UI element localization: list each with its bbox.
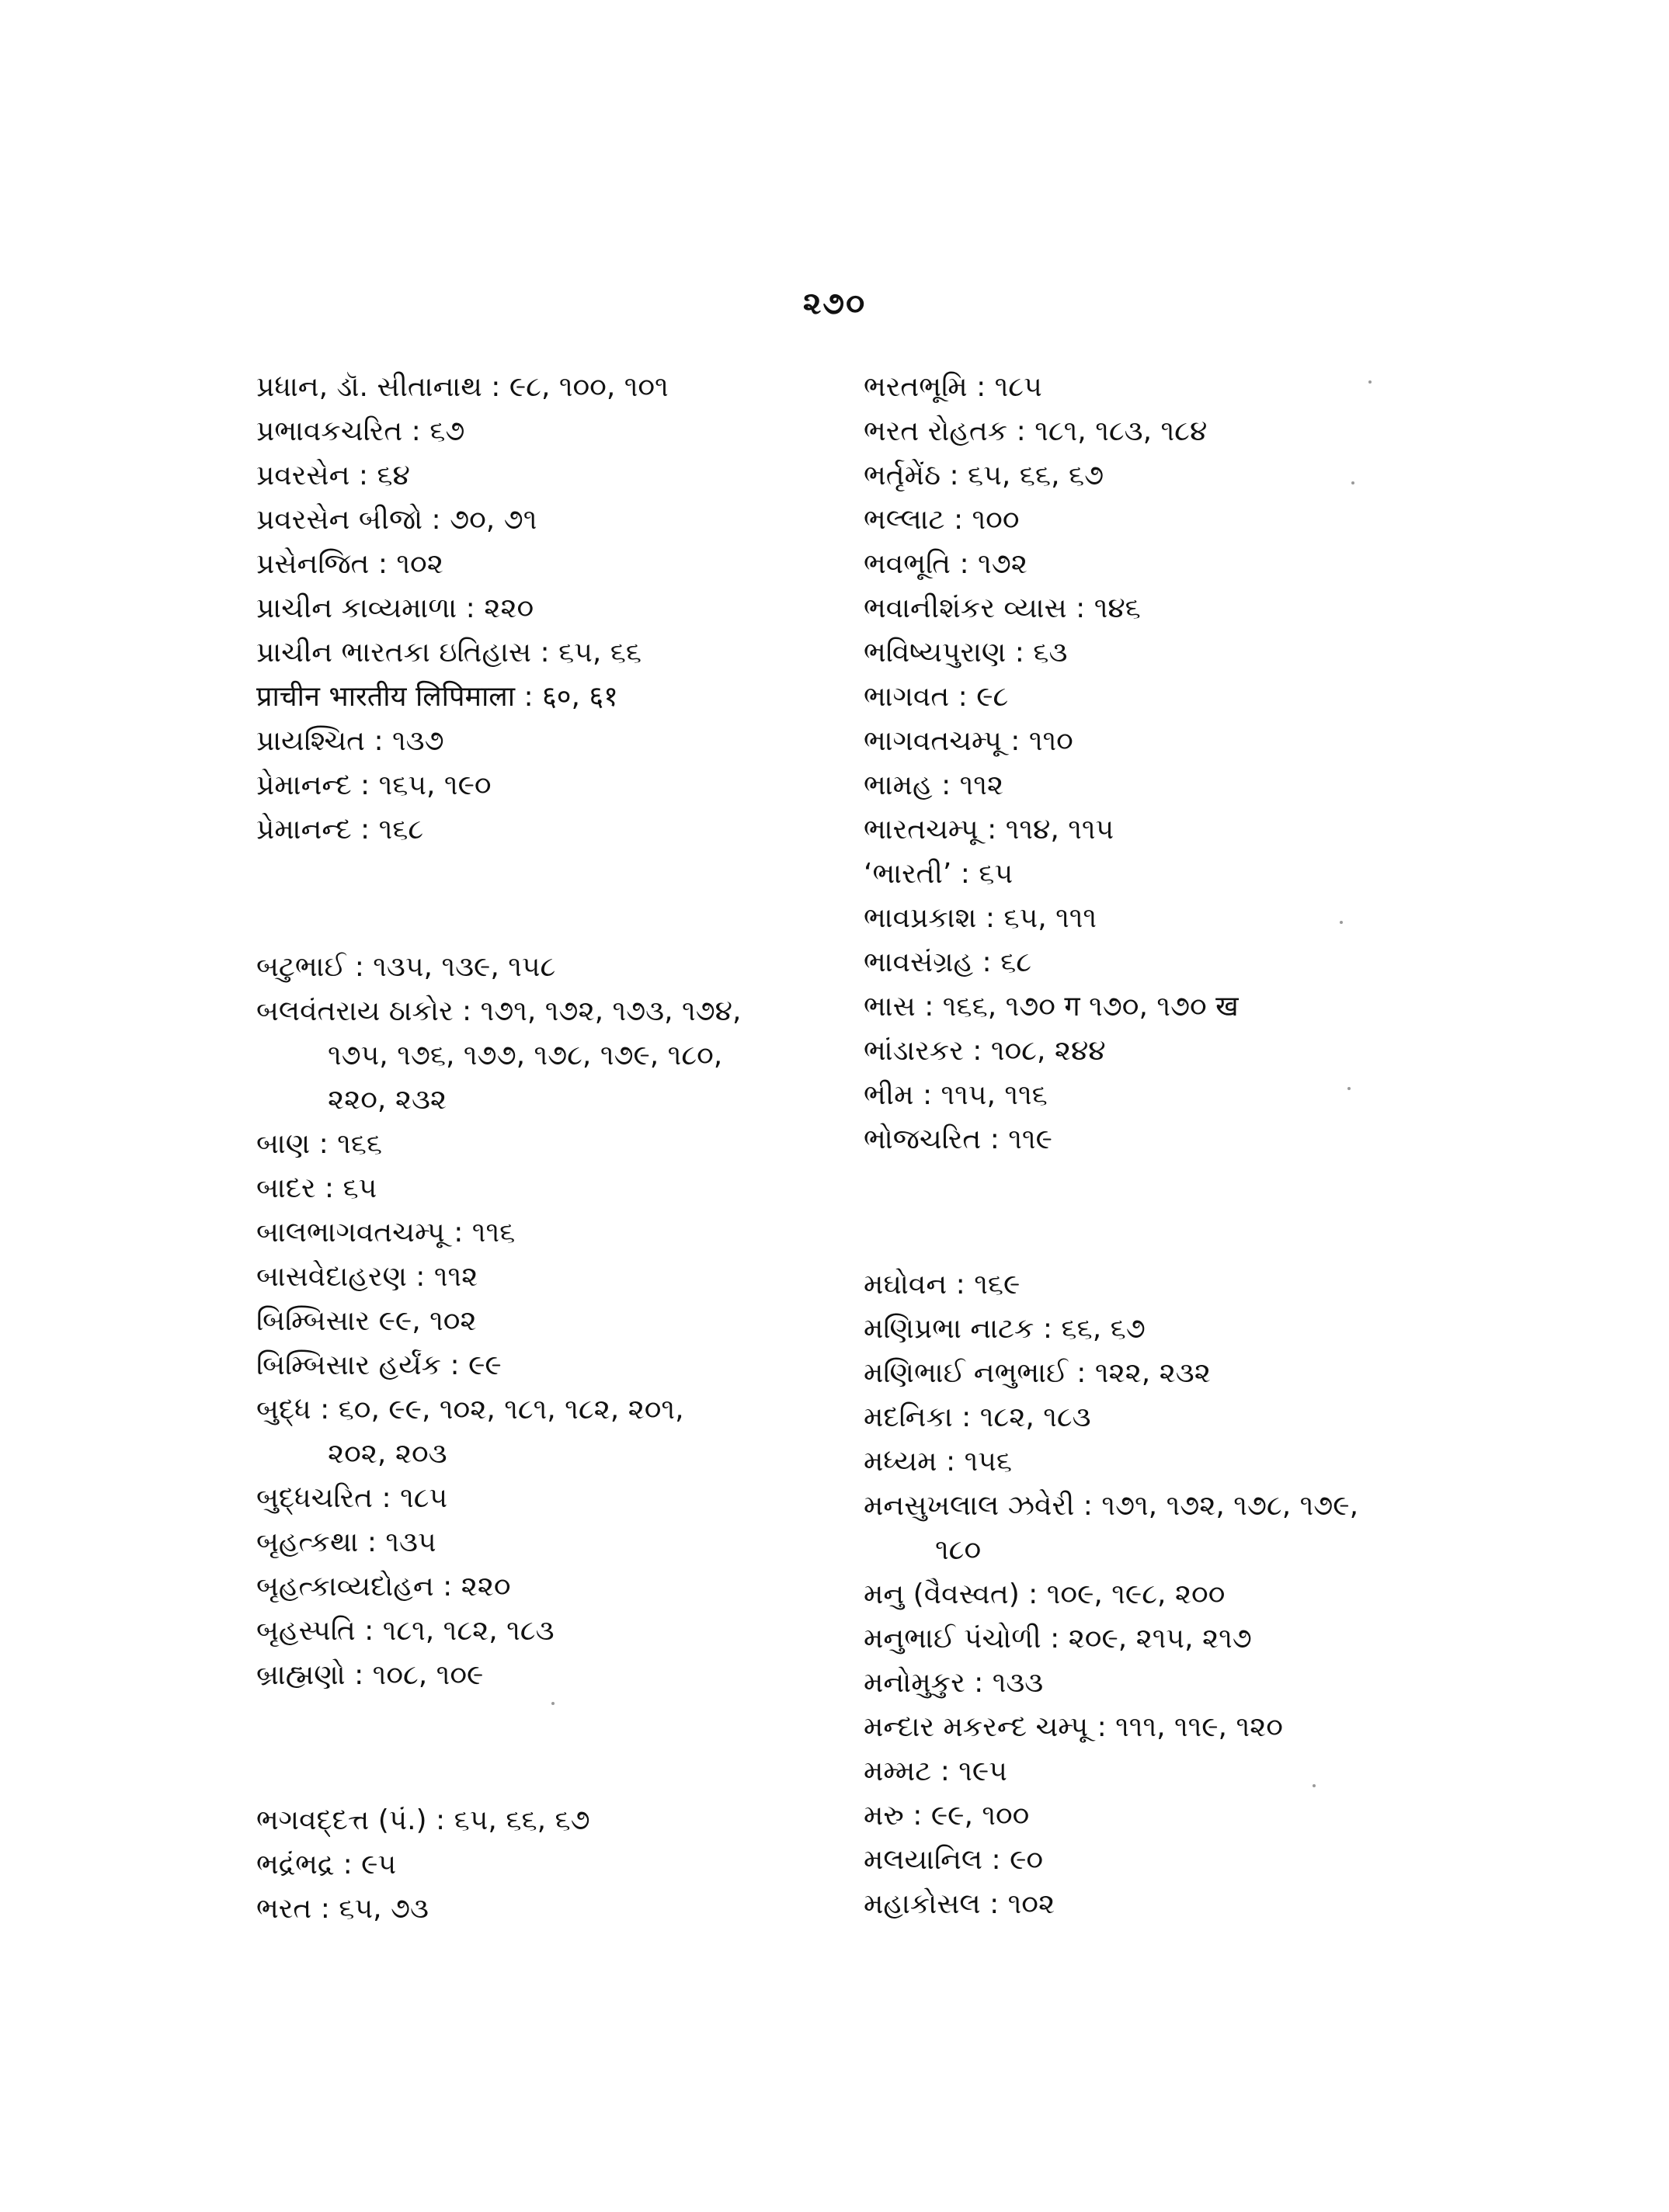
index-group-pra: [256, 365, 924, 852]
index-group-bha-cont: [864, 365, 1446, 1162]
section-gap: [864, 1162, 1446, 1262]
index-entry: બલવંતરાય ઠાકોર : ૧૭૧, ૧૭૨, ૧૭૩, ૧૭૪,: [256, 995, 742, 1027]
index-entry: ‘ભારતી’ : ૬૫: [864, 858, 1014, 890]
index-entry: ભાગવત : ૯૮: [864, 681, 1009, 713]
index-entry: બિમ્બિસાર હર્યંક : ૯૯: [256, 1349, 502, 1381]
index-entry: પ્રધાન, ડૉ. સીતાનાથ : ૯૮, ૧૦૦, ૧૦૧: [256, 371, 669, 403]
scan-speck: [1347, 1087, 1351, 1090]
index-entry: પ્રવરસેન બીજો : ૭૦, ૭૧: [256, 504, 537, 536]
index-entry: ભરત : ૬૫, ૭૩: [256, 1893, 429, 1925]
index-entry: મહાકોસલ : ૧૦૨: [864, 1888, 1055, 1920]
index-entry-continuation: ૨૨૦, ૨૩૨: [328, 1084, 447, 1116]
index-entry: ભાગવતચમ્પૂ : ૧૧૦: [864, 725, 1073, 757]
scan-speck: [1368, 380, 1372, 384]
index-entry: ભવભૂતિ : ૧૭૨: [864, 548, 1027, 580]
index-right-column: [864, 365, 1446, 1926]
index-entry: ભદ્રંભદ્ર : ૯૫: [256, 1849, 397, 1880]
index-entry: બૃહત્કાવ્યદોહન : ૨૨૦: [256, 1571, 511, 1603]
index-entry: મન્દાર મકરન્દ ચમ્પૂ : ૧૧૧, ૧૧૯, ૧૨૦: [864, 1711, 1283, 1743]
index-left-column: [256, 365, 924, 1931]
index-entry: બૃહત્કથા : ૧૩૫: [256, 1526, 436, 1558]
index-entry: પ્રેમાનન્દ : ૧૬૫, ૧૯૦: [256, 769, 492, 801]
index-entry: બાણ : ૧૬૬: [256, 1128, 383, 1160]
index-entry: ભવાનીશંકર વ્યાસ : ૧૪૬: [864, 592, 1141, 624]
index-entry: મનસુખલાલ ઝવેરી : ૧૭૧, ૧૭૨, ૧૭૮, ૧૭૯,: [864, 1490, 1359, 1522]
index-entry: ભવિષ્યપુરાણ : ૬૩: [864, 637, 1068, 668]
index-entry: બાસવેદાહરણ : ૧૧૨: [256, 1261, 478, 1293]
index-entry-continuation: ૧૭૫, ૧૭૬, ૧૭૭, ૧૭૮, ૧૭૯, ૧૮૦,: [328, 1040, 723, 1071]
section-gap: [256, 852, 924, 945]
index-entry: ભરત રોહતક : ૧૮૧, ૧૮૩, ૧૮૪: [864, 415, 1208, 447]
index-entry: બટુભાઈ : ૧૩૫, ૧૩૯, ૧૫૮: [256, 951, 556, 983]
index-entry: ભગવદ્દત્ત (પં.) : ૬૫, ૬૬, ૬૭: [256, 1804, 590, 1836]
index-entry: ભાવસંગ્રહ : ૬૮: [864, 946, 1032, 978]
index-entry: બાદર : ૬૫: [256, 1172, 377, 1204]
index-entry: મમ્મટ : ૧૯૫: [864, 1755, 1007, 1787]
index-entry: મરુ : ૯૯, ૧૦૦: [864, 1800, 1030, 1832]
index-entry-continuation: ૨૦૨, ૨૦૩: [328, 1438, 447, 1470]
index-entry: બિમ્બિસાર ૯૯, ૧૦૨: [256, 1305, 477, 1337]
index-entry: ભોજચરિત : ૧૧૯: [864, 1123, 1052, 1155]
index-entry: ભર્તૃમેંઠ : ૬૫, ૬૬, ૬૭: [864, 460, 1104, 491]
index-entry: પ્રાચીન ભારતકા ઇતિહાસ : ૬૫, ૬૬: [256, 637, 642, 668]
index-entry: ભાવપ્રકાશ : ૬૫, ૧૧૧: [864, 902, 1097, 934]
index-entry: ભારતચમ્પૂ : ૧૧૪, ૧૧૫: [864, 814, 1114, 846]
scan-speck: [1351, 481, 1354, 484]
index-entry: બૃહસ્પતિ : ૧૮૧, ૧૮૨, ૧૮૩: [256, 1615, 555, 1647]
index-entry: પ્રવરસેન : ૬૪: [256, 460, 410, 491]
index-entry: ભામહ : ૧૧૨: [864, 769, 1004, 801]
index-entry: ભલ્લાટ : ૧૦૦: [864, 504, 1020, 536]
index-entry: પ્રભાવકચરિત : ૬૭: [256, 415, 465, 447]
index-group-bha: [256, 1798, 924, 1931]
index-entry: મનુભાઈ પંચોળી : ૨૦૯, ૨૧૫, ૨૧૭: [864, 1623, 1252, 1655]
index-entry: પ્રાચીન કાવ્યમાળા : ૨૨૦: [256, 592, 534, 624]
index-entry: ભીમ : ૧૧૫, ૧૧૬: [864, 1079, 1048, 1111]
index-entry: પ્રાયશ્ચિત : ૧૩૭: [256, 725, 444, 757]
index-entry: મનોમુકુર : ૧૩૩: [864, 1667, 1044, 1699]
index-group-ma: [864, 1262, 1446, 1926]
index-entry: પ્રસેનજિત : ૧૦૨: [256, 548, 443, 580]
index-entry: મઘોવન : ૧૬૯: [864, 1269, 1021, 1300]
scan-speck: [1313, 1784, 1316, 1787]
index-entry: ભરતભૂમિ : ૧૮૫: [864, 371, 1042, 403]
index-entry: પ્રેમાનન્દ : ૧૬૮: [256, 814, 424, 846]
index-entry: ભાંડારકર : ૧૦૮, ૨૪૪: [864, 1035, 1106, 1067]
index-entry: ભાસ : ૧૬૬, ૧૭૦ ग ૧૭૦, ૧૭૦ ख: [864, 991, 1239, 1023]
index-entry: મધ્યમ : ૧૫૬: [864, 1446, 1013, 1478]
index-entry: મણિભાઈ નભુભાઈ : ૧૨૨, ૨૩૨: [864, 1357, 1211, 1389]
scan-speck: [551, 1702, 555, 1705]
index-entry: મલયાનિલ : ૯૦: [864, 1844, 1044, 1876]
index-entry: મણિપ્રભા નાટક : ૬૬, ૬૭: [864, 1313, 1146, 1345]
index-entry: બુદ્ધ : ૬૦, ૯૯, ૧૦૨, ૧૮૧, ૧૮૨, ૨૦૧,: [256, 1394, 684, 1425]
index-entry: બ્રાહ્મણો : ૧૦૮, ૧૦૯: [256, 1659, 484, 1691]
page-number: ૨૭૦: [802, 286, 867, 321]
index-entry: મનુ (વૈવસ્વત) : ૧૦૯, ૧૯૮, ૨૦૦: [864, 1578, 1226, 1610]
index-group-ba: [256, 945, 924, 1697]
scan-speck: [1340, 921, 1343, 924]
index-entry: બાલભાગવતચમ્પૂ : ૧૧૬: [256, 1217, 516, 1248]
index-entry: બુદ્ધચરિત : ૧૮૫: [256, 1482, 448, 1514]
index-entry: મદનિકા : ૧૮૨, ૧૮૩: [864, 1401, 1091, 1433]
index-entry: प्राचीन भारतीय लिपिमाला : ६०, ६१: [256, 681, 618, 713]
section-gap: [256, 1697, 924, 1798]
index-entry-continuation: ૧૮૦: [935, 1534, 982, 1566]
